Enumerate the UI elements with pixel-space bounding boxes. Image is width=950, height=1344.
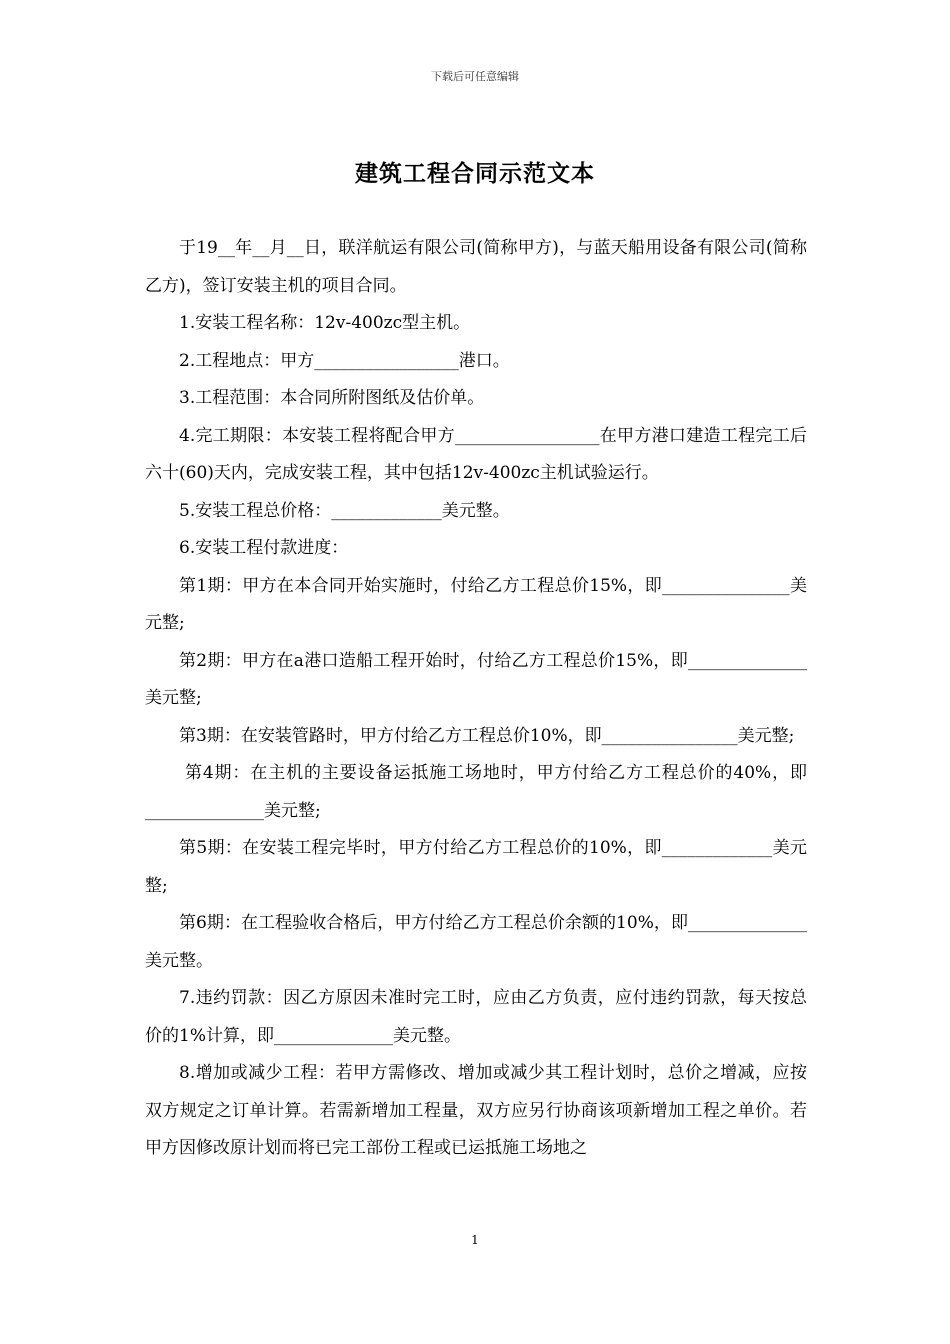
clause-3-scope: 3.工程范围：本合同所附图纸及估价单。 [179, 388, 485, 408]
payment-installment-6: 第6期：在工程验收合格后，甲方付给乙方工程总价余额的10%，即______________美元整。 [145, 913, 807, 971]
header-note: 下载后可任意编辑 [431, 70, 519, 83]
payment-installment-4: 第4期：在主机的主要设备运抵施工场地时，甲方付给乙方工程总价的40%，即______________美元整; [145, 763, 807, 821]
payment-installment-1: 第1期：甲方在本合同开始实施时，付给乙方工程总价15%，即_______________美元整; [145, 575, 807, 633]
intro-paragraph: 于19__年__月__日，联洋航运有限公司(简称甲方)，与蓝天船用设备有限公司(简称乙方)，签订安装主机的项目合同。 [145, 238, 807, 296]
payment-installment-2: 第2期：甲方在a港口造船工程开始时，付给乙方工程总价15%，即______________美元整; [145, 650, 807, 708]
clause-5-total-price: 5.安装工程总价格：_____________美元整。 [179, 500, 510, 521]
clause-4-deadline: 4.完工期限：本安装工程将配合甲方_________________在甲方港口建造工程完工后六十(60)天内，完成安装工程，其中包括12v-400zc主机试验运行。 [145, 425, 807, 483]
contract-body [145, 230, 807, 1168]
page-number: 1 [471, 1233, 479, 1247]
clause-6-payment-schedule: 6.安装工程付款进度： [179, 538, 349, 558]
clause-8-changes: 8.增加或减少工程：若甲方需修改、增加或减少其工程计划时，总价之增减，应按双方规定之订单计算。若需新增加工程量，双方应另行协商该项新增加工程之单价。若甲方因修改原计划而将已完工部份工程或已运抵施工场地之 [145, 1063, 807, 1158]
clause-2-location: 2.工程地点：甲方_________________港口。 [179, 350, 510, 371]
document-title: 建筑工程合同示范文本 [355, 160, 595, 187]
clause-7-penalty: 7.违约罚款：因乙方原因未准时完工时，应由乙方负责，应付违约罚款，每天按总价的1%计算，即______________美元整。 [145, 988, 807, 1046]
payment-installment-3: 第3期：在安装管路时，甲方付给乙方工程总价10%，即________________美元整; [179, 725, 795, 746]
clause-1-project-name: 1.安装工程名称：12v-400zc型主机。 [179, 313, 471, 333]
payment-installment-5: 第5期：在安装工程完毕时，甲方付给乙方工程总价的10%，即_____________美元整; [145, 838, 807, 896]
